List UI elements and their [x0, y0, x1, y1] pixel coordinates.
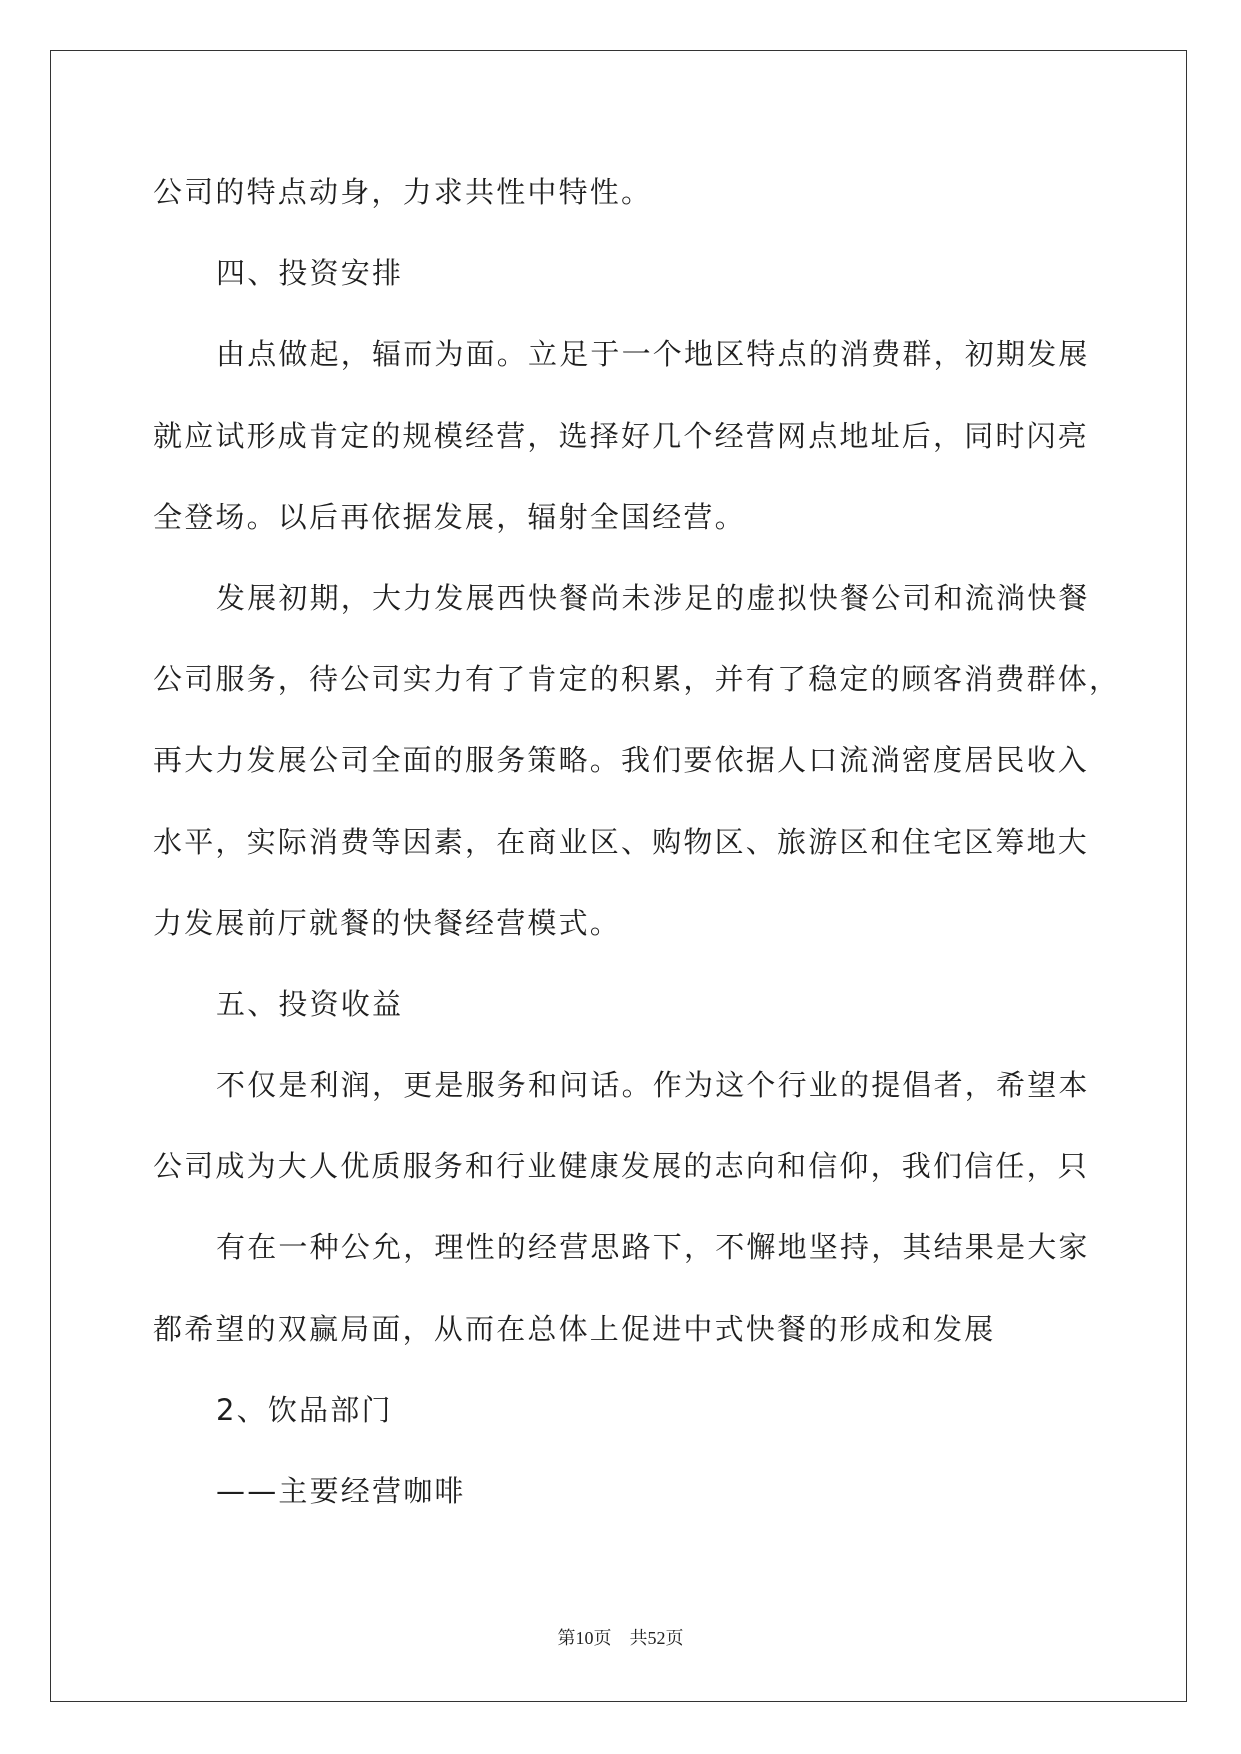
text-line: ——主要经营咖啡	[216, 1474, 466, 1508]
text-line: 力发展前厅就餐的快餐经营模式。	[153, 905, 622, 940]
section-heading: 四、投资安排	[216, 256, 404, 291]
text-line: 公司服务，待公司实力有了肯定的积累，并有了稳定的顾客消费群体，	[153, 662, 1121, 697]
text-line: 全登场。以后再依据发展，辐射全国经营。	[153, 499, 746, 534]
text-line: 都希望的双赢局面，从而在总体上促进中式快餐的形成和发展	[153, 1311, 996, 1346]
section-heading: 2、饮品部门	[216, 1392, 393, 1427]
text-line: 公司的特点动身，力求共性中特性。	[153, 175, 653, 209]
text-line: 不仅是利润，更是服务和问话。作为这个行业的提倡者，希望本	[216, 1068, 1090, 1103]
current-page-number: 第10页	[557, 1628, 612, 1648]
text-line: 再大力发展公司全面的服务策略。我们要依据人口流淌密度居民收入	[153, 743, 1090, 778]
text-line: 水平，实际消费等因素，在商业区、购物区、旅游区和住宅区筹地大	[153, 824, 1090, 859]
text-line: 发展初期，大力发展西快餐尚未涉足的虚拟快餐公司和流淌快餐	[216, 580, 1090, 615]
text-line: 由点做起，辐而为面。立足于一个地区特点的消费群，初期发展	[216, 337, 1090, 372]
total-page-count: 共52页	[629, 1628, 684, 1648]
page-footer	[0, 1624, 1241, 1650]
text-line: 有在一种公允，理性的经营思路下，不懈地坚持，其结果是大家	[216, 1230, 1090, 1265]
text-line: 公司成为大人优质服务和行业健康发展的志向和信仰，我们信任，只	[153, 1149, 1090, 1184]
document-body	[153, 152, 1153, 1532]
section-heading: 五、投资收益	[216, 986, 404, 1021]
text-line: 就应试形成肯定的规模经营，选择好几个经营网点地址后，同时闪亮	[153, 418, 1090, 453]
